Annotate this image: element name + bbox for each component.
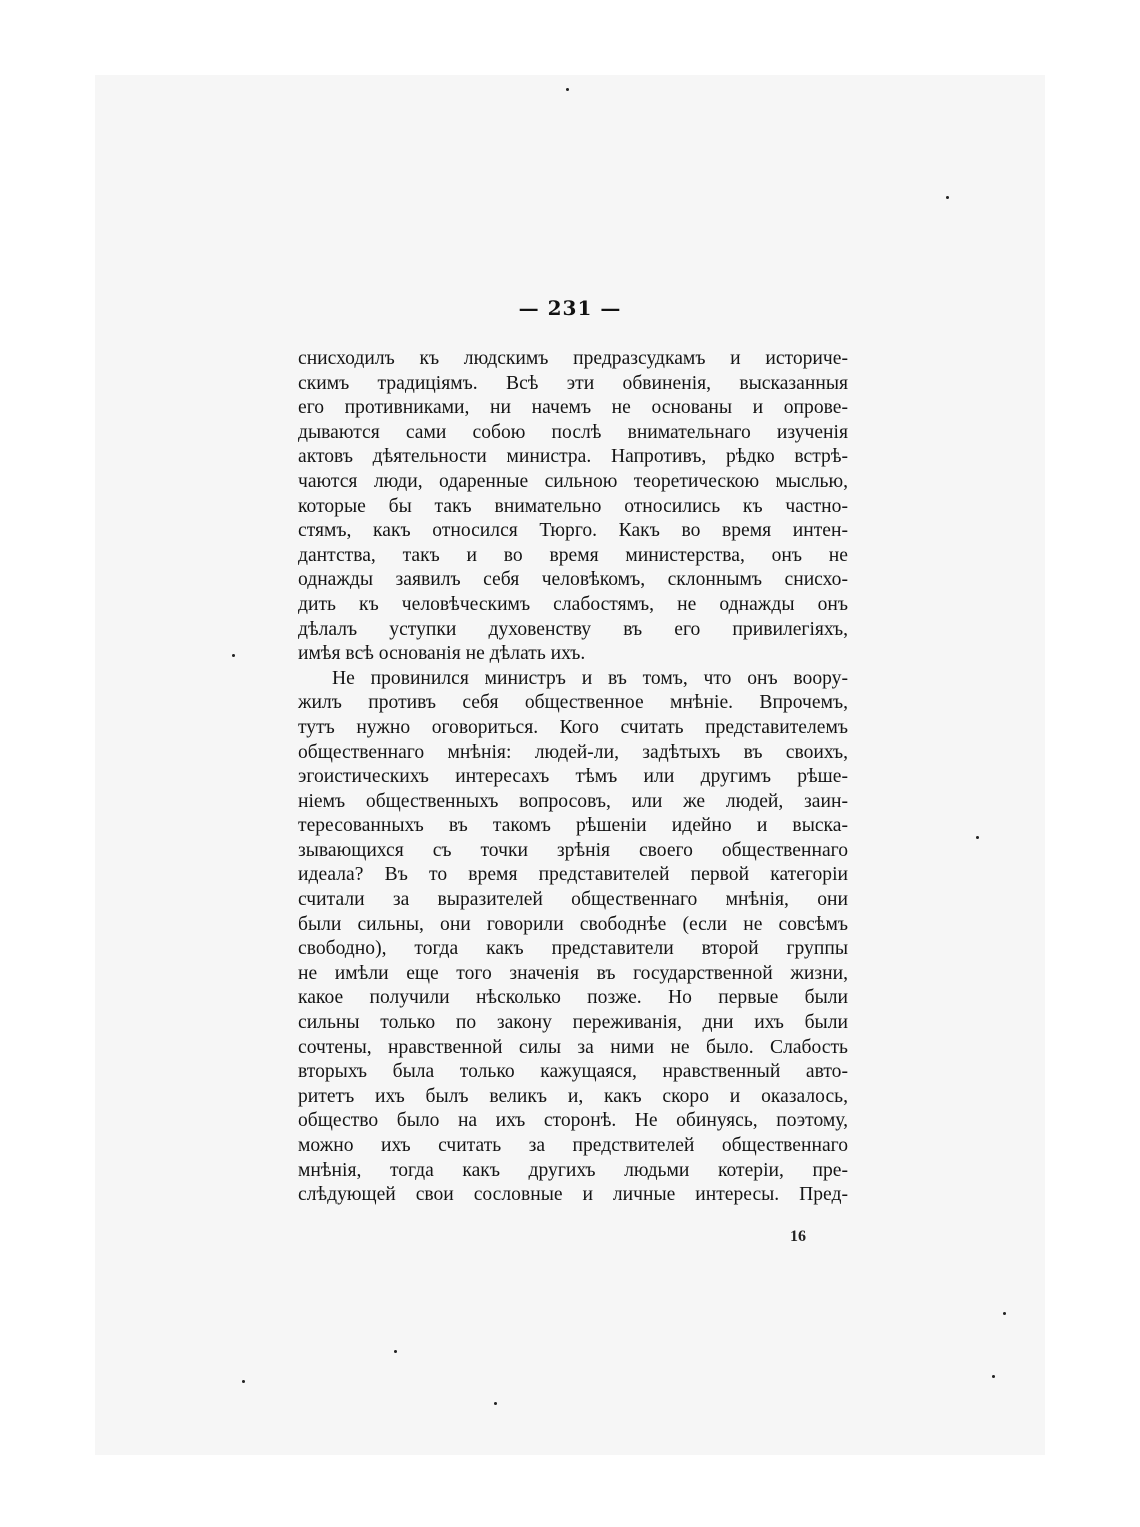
text-line: какое получили нѣсколько позже. Но первые были: [298, 987, 848, 1009]
text-line: дантства, такъ и во время министерства, онъ не: [298, 544, 848, 566]
text-line: сочтены, нравственной силы за ними не было. Слабость: [298, 1036, 848, 1058]
text-line: стямъ, какъ относился Тюрго. Какъ во время интен-: [298, 520, 848, 542]
text-line: его противниками, ни начемъ не основаны и опрове-: [298, 397, 848, 419]
page-number: — 231 —: [518, 296, 622, 320]
scan-speck: [976, 836, 979, 839]
text-line: тересованныхъ въ такомъ рѣшеніи идейно и выска-: [298, 815, 848, 837]
text-line: дѣлалъ уступки духовенству въ его привилегіяхъ,: [298, 618, 848, 640]
text-line: слѣдующей свои сословные и личные интересы. Пред-: [298, 1184, 848, 1206]
scan-speck: [566, 88, 569, 91]
text-line: были сильны, они говорили свободнѣе (если не совсѣмъ: [298, 913, 848, 935]
body-text: [298, 347, 848, 1208]
text-line: общественнаго мнѣнія: людей-ли, задѣтыхъ въ своихъ,: [298, 741, 848, 763]
signature-mark: 16: [790, 1228, 806, 1245]
scan-speck: [394, 1350, 397, 1353]
text-line: ніемъ общественныхъ вопросовъ, или же людей, заин-: [298, 790, 848, 812]
text-line: дываются сами собою послѣ внимательнаго изученія: [298, 421, 848, 443]
scan-speck: [232, 654, 235, 657]
text-line: считали за выразителей общественнаго мнѣнія, они: [298, 889, 848, 911]
text-line: сильны только по закону переживанія, дни ихъ были: [298, 1012, 848, 1034]
text-line: можно ихъ считать за предствителей общественнаго: [298, 1135, 848, 1156]
text-line: вторыхъ была только кажущаяся, нравственный авто-: [298, 1061, 848, 1083]
text-line: эгоистическихъ интересахъ тѣмъ или другимъ рѣше-: [298, 766, 848, 788]
text-line: актовъ дѣятельности министра. Напротивъ, рѣдко встрѣ-: [298, 446, 848, 468]
text-line: дить къ человѣческимъ слабостямъ, не однажды онъ: [298, 593, 848, 615]
text-line: свободно), тогда какъ представители второй группы: [298, 938, 848, 960]
text-line: зывающихся съ точки зрѣнія своего общественнаго: [298, 839, 848, 861]
scan-speck: [992, 1375, 995, 1378]
scan-speck: [242, 1380, 245, 1383]
text-line: чаются люди, одаренные сильною теоретическою мыслью,: [298, 470, 848, 492]
text-line: идеала? Въ то время представителей первой категоріи: [298, 864, 848, 886]
text-line: жилъ противъ себя общественное мнѣніе. Впрочемъ,: [298, 692, 848, 714]
text-line: общество было на ихъ сторонѣ. Не обинуясь, поэтому,: [298, 1110, 848, 1132]
text-line: мнѣнія, тогда какъ другихъ людьми котеріи, пре-: [298, 1159, 848, 1181]
text-line: которые бы такъ внимательно относились къ частно-: [298, 495, 848, 517]
paragraph-end-line: имѣя всѣ основанія не дѣлать ихъ.: [298, 643, 586, 665]
text-line: скимъ традиціямъ. Всѣ эти обвиненія, высказанныя: [298, 372, 848, 394]
scan-speck: [946, 196, 949, 199]
text-line: тутъ нужно оговориться. Кого считать представителемъ: [298, 716, 848, 738]
text-line: не имѣли еще того значенія въ государственной жизни,: [298, 962, 848, 984]
text-line: ритетъ ихъ былъ великъ и, какъ скоро и оказалось,: [298, 1085, 848, 1107]
paragraph-start-line: Не провинился министръ и въ томъ, что онъ воору-: [332, 667, 848, 689]
text-line: снисходилъ къ людскимъ предразсудкамъ и историче-: [298, 348, 848, 369]
scan-speck: [494, 1402, 497, 1405]
scan-speck: [1003, 1312, 1006, 1315]
text-line: однажды заявилъ себя человѣкомъ, склоннымъ снисхо-: [298, 569, 848, 591]
